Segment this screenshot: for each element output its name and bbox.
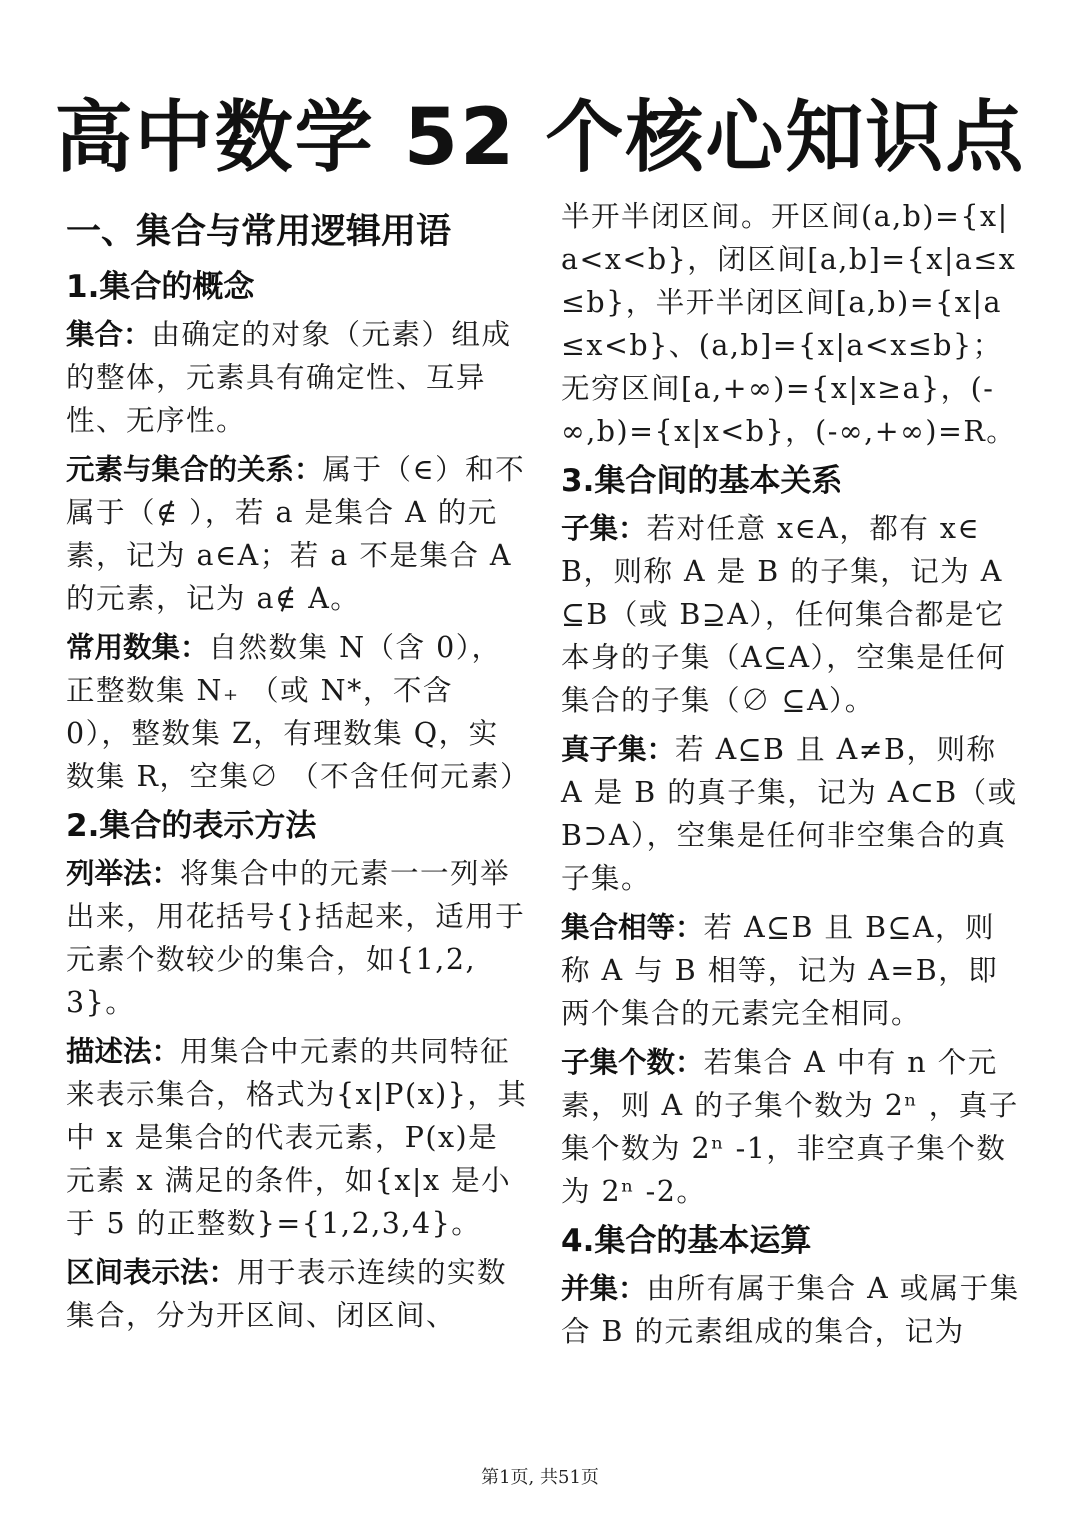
paragraph-interval-notation: [66, 1251, 528, 1337]
term-label: 并集：: [561, 1272, 647, 1305]
page-number-footer: 第1页, 共51页: [481, 1467, 599, 1488]
paragraph-text: 自然数集 N（含 0），正整数集 N₊ （或 N*，不含 0），整数集 Z，有理数集 Q，实数集 R，空集∅ （不含任何元素）: [66, 631, 531, 793]
paragraph-union: [561, 1267, 1023, 1353]
paragraph-text: 将集合中的元素一一列举出来，用花括号{}括起来，适用于元素个数较少的集合，如{1,2,3}。: [66, 857, 526, 1019]
term-label: 元素与集合的关系：: [66, 453, 323, 486]
paragraph-text: 若对任意 x∈A，都有 x∈B，则称 A 是 B 的子集，记为 A⊆B（或 B⊇A），任何集合都是它本身的子集（A⊆A），空集是任何集合的子集（∅ ⊆A）。: [561, 512, 1007, 717]
paragraph-roster-method: [66, 852, 528, 1024]
term-label: 集合相等：: [561, 911, 704, 944]
paragraph-text: 属于（∈）和不属于（∉ ），若 a 是集合 A 的元素，记为 a∈A；若 a 不是集合 A 的元素，记为 a∉ A。: [66, 453, 526, 615]
section-heading-3: 3.集合间的基本关系: [561, 463, 843, 499]
section-heading-4: 4.集合的基本运算: [561, 1223, 812, 1259]
term-label: 子集个数：: [561, 1046, 704, 1079]
paragraph-text: 用于表示连续的实数集合，分为开区间、闭区间、: [66, 1256, 508, 1332]
chapter-heading: 一、集合与常用逻辑用语: [66, 212, 452, 252]
paragraph-proper-subset: [561, 728, 1023, 900]
page-title: 高中数学 52 个核心知识点: [54, 93, 1026, 183]
paragraph-subset: [561, 507, 1023, 722]
paragraph-text: 由确定的对象（元素）组成的整体，元素具有确定性、互异性、无序性。: [66, 318, 512, 437]
term-label: 集合：: [66, 318, 152, 351]
term-label: 描述法：: [66, 1035, 181, 1068]
paragraph-subset-count: [561, 1041, 1023, 1213]
paragraph-description-method: [66, 1030, 528, 1245]
paragraph-set-definition: [66, 313, 528, 442]
paragraph-text: 若 A⊆B 且 B⊆A，则称 A 与 B 相等，记为 A=B，即两个集合的元素完全相同。: [561, 911, 999, 1030]
term-label: 区间表示法：: [66, 1256, 238, 1289]
section-heading-1: 1.集合的概念: [66, 269, 255, 305]
paragraph-text: 若 A⊆B 且 A≠B，则称 A 是 B 的真子集，记为 A⊂B（或 B⊃A），空集是任何非空集合的真子集。: [561, 733, 1018, 895]
paragraph-text: 用集合中元素的共同特征来表示集合，格式为{x|P(x)}，其中 x 是集合的代表元素，P(x)是元素 x 满足的条件，如{x|x 是小于 5 的正整数}={1,2,3,4}。: [66, 1035, 528, 1240]
right-column: [561, 195, 1023, 1359]
section-heading-2: 2.集合的表示方法: [66, 808, 317, 844]
paragraph-text: 若集合 A 中有 n 个元素，则 A 的子集个数为 2ⁿ ，真子集个数为 2ⁿ -1，非空真子集个数为 2ⁿ -2。: [561, 1046, 1019, 1208]
paragraph-interval-continued: 半开半闭区间。开区间(a,b)={x|a<x<b}，闭区间[a,b]={x|a≤x≤b}，半开半闭区间[a,b)={x|a≤x<b}、(a,b]={x|a<x≤b}；无穷区间[a,+∞)={x|x≥a}，(-∞,b)={x|x<b}，(-∞,+∞)=R。: [561, 200, 1017, 448]
paragraph-text: 由所有属于集合 A 或属于集合 B 的元素组成的集合，记为: [561, 1272, 1020, 1348]
term-label: 子集：: [561, 512, 647, 545]
paragraph-element-relation: [66, 448, 528, 620]
left-column: [66, 195, 531, 1343]
paragraph-common-number-sets: [66, 626, 531, 798]
term-label: 真子集：: [561, 733, 676, 766]
paragraph-set-equality: [561, 906, 1023, 1035]
term-label: 列举法：: [66, 857, 181, 890]
term-label: 常用数集：: [66, 631, 209, 664]
